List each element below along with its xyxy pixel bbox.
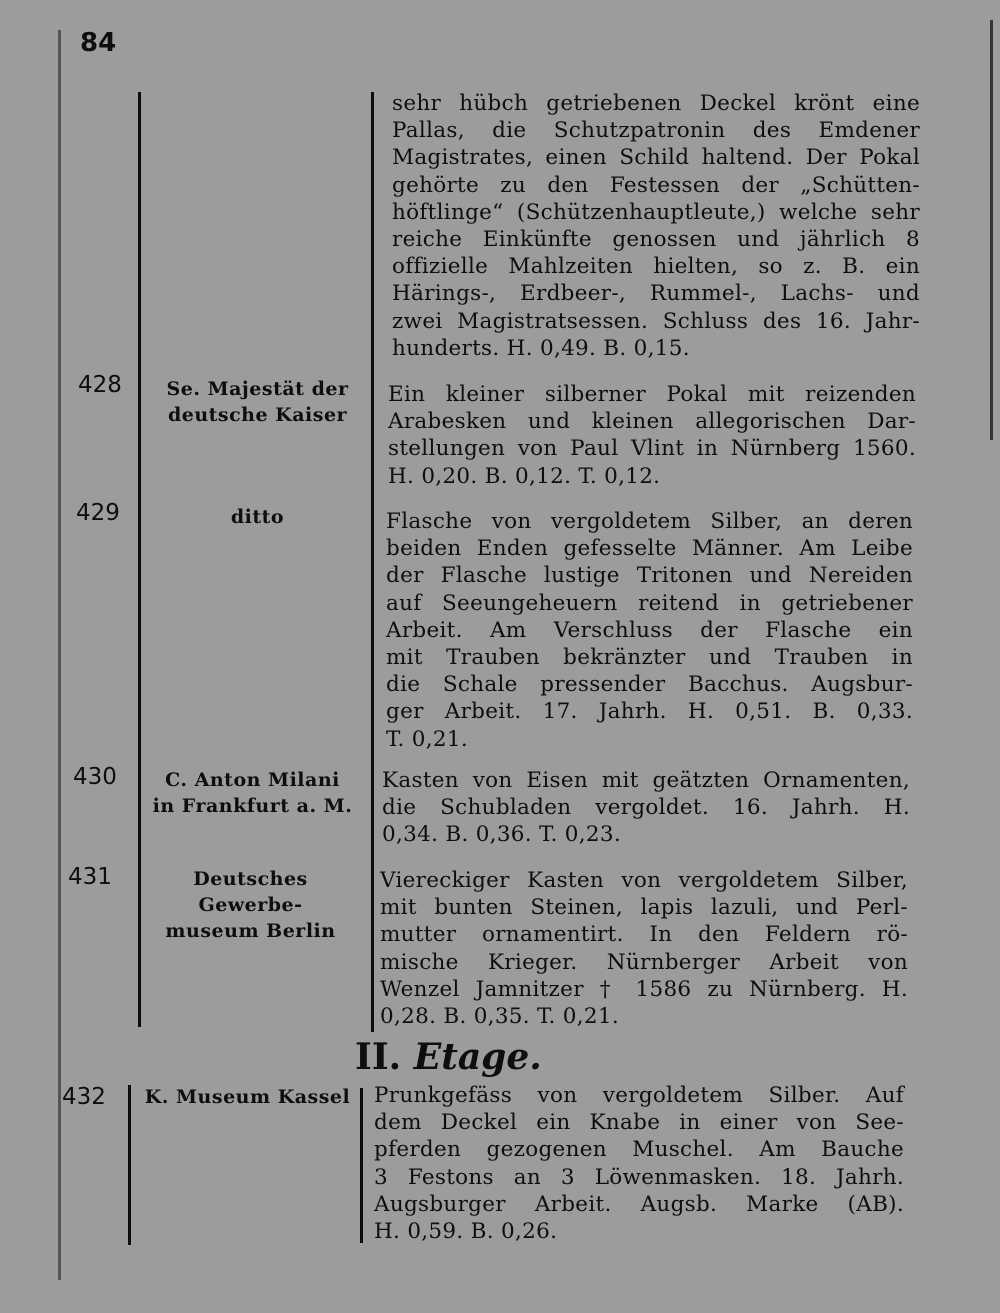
binding-edge (58, 30, 61, 1280)
entry-lender: ditto (230, 506, 285, 528)
page-number: 84 (80, 28, 117, 58)
entry-number: 431 (68, 864, 112, 890)
entry-number: 429 (76, 500, 120, 526)
entry-lender: Se. Majestät der deutsche Kaiser (166, 378, 349, 426)
column-rule-right-lower (360, 1088, 363, 1243)
entry-lender: C. Anton Milani in Frankfurt a. M. (152, 769, 353, 817)
entry-description: Ein kleiner silberner Pokal mit reizenden Arabesken und kleinen allegorischen Dar- stellungen von Paul Vlint in Nürnberg 1560. H. 0,20. B. 0,12. T. 0,12. (388, 382, 916, 489)
entry-number: 430 (73, 764, 117, 790)
entry-number: 428 (78, 372, 122, 398)
column-rule-left-lower (128, 1085, 131, 1245)
entry-description-continued: sehr hübch getriebenen Deckel krönt eine Pallas, die Schutzpatronin des Emdener Magistrates, einen Schild haltend. Der Pokal gehörte zu den Festessen der „Schütten- höftlinge“ (Schützenhauptleute,) welche sehr reiche Einkünfte genossen und jährlich 8 offizielle Mahlzeiten hielten, so z. B. ein Härings-, Erdbeer-, Rummel-, Lachs- und zwei Magistratsessen. Schluss des 16. Jahr- hunderts. H. 0,49. B. 0,15. (392, 91, 920, 361)
right-page-edge (990, 20, 993, 440)
section-heading: II. Etage. (355, 1036, 542, 1078)
entry-description: Kasten von Eisen mit geätzten Ornamenten, die Schubladen vergoldet. 16. Jahrh. H. 0,34. B. 0,36. T. 0,23. (382, 768, 910, 848)
entry-lender: Deutsches Gewerbe- museum Berlin (165, 868, 336, 942)
entry-number: 432 (62, 1084, 106, 1110)
entry-description: Prunkgefäss von vergoldetem Silber. Auf dem Deckel ein Knabe in einer von See- pferden gezogenen Muschel. Am Bauche 3 Festons an 3 Löwenmasken. 18. Jahrh. Augsburger Arbeit. Augsb. Marke (AB). H. 0,59. B. 0,26. (374, 1083, 904, 1245)
column-rule-left (138, 92, 141, 1027)
entry-description: Viereckiger Kasten von vergoldetem Silber, mit bunten Steinen, lapis lazuli, und Perl- mutter ornamentirt. In den Feldern rö- mische Krieger. Nürnberger Arbeit von Wenzel Jamnitzer † 1586 zu Nürnberg. H. 0,28. B. 0,35. T. 0,21. (380, 868, 908, 1030)
entry-description: Flasche von vergoldetem Silber, an deren beiden Enden gefesselte Männer. Am Leibe der Flasche lustige Tritonen und Nereiden auf Seeungeheuern reitend in getriebener Arbeit. Am Verschluss der Flasche ein mit Trauben bekränzter und Trauben in die Schale pressender Bacchus. Augsbur- ger Arbeit. 17. Jahrh. H. 0,51. B. 0,33. T. 0,21. (386, 509, 913, 752)
entry-lender: K. Museum Kassel (144, 1086, 351, 1108)
column-rule-right (371, 92, 374, 1032)
